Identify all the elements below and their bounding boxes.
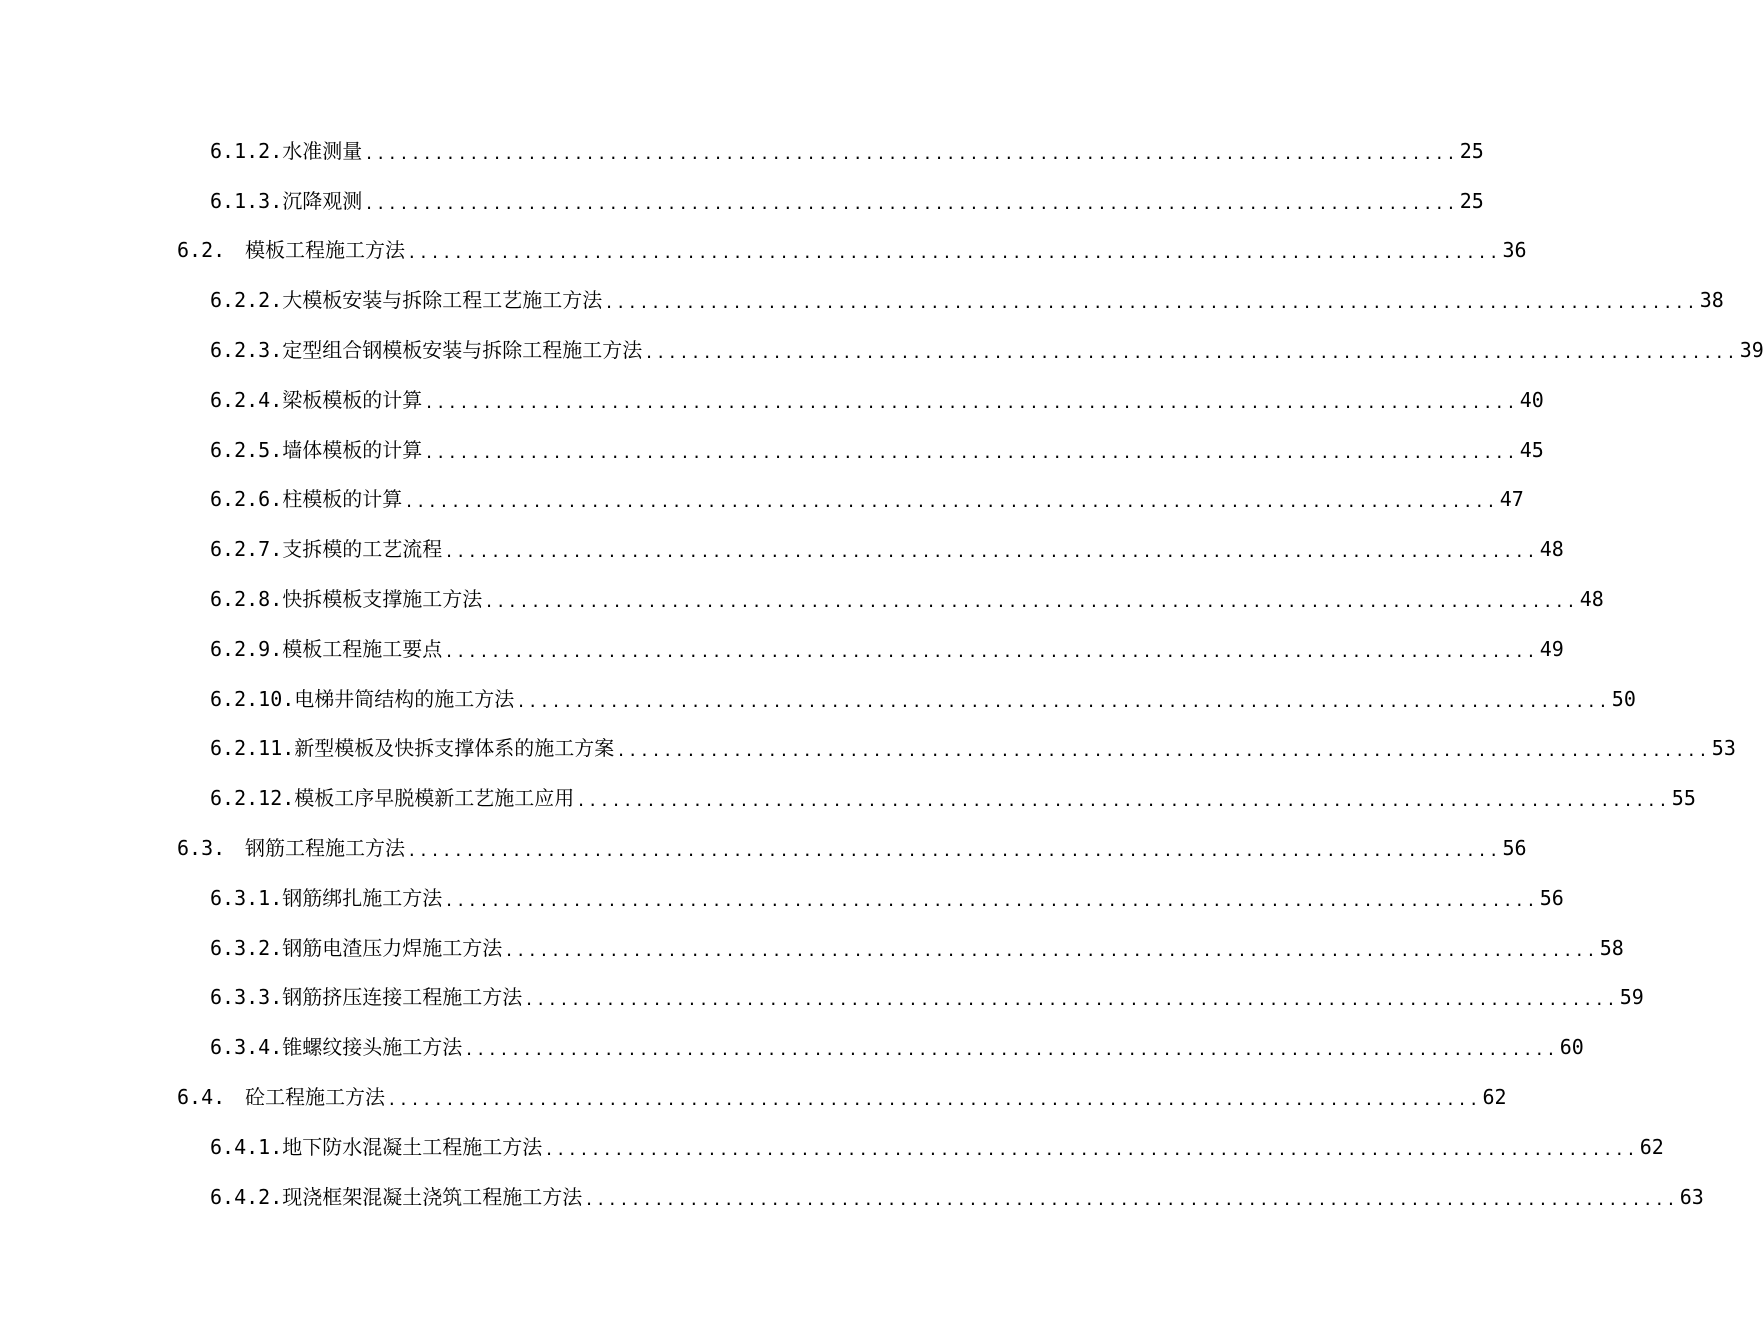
- toc-entry-6-2-10[interactable]: [0, 674, 1636, 724]
- toc-entry-page: 49: [1539, 636, 1564, 661]
- toc-entry-6-3-2[interactable]: [0, 923, 1624, 973]
- toc-entry-title: 快拆模板支撑施工方法: [282, 587, 483, 612]
- toc-entry-number: 6.3.2.: [210, 935, 283, 960]
- toc-entry-number: 6.2.12.: [210, 786, 295, 811]
- dot-leader: ..............................................................................................: [584, 1189, 1678, 1209]
- toc-entry-page: 47: [1499, 487, 1524, 512]
- toc-entry-title: 电梯井筒结构的施工方法: [294, 686, 515, 711]
- dot-leader: ..............................................................................................: [616, 741, 1710, 761]
- toc-entry-number: 6.4.: [177, 1085, 226, 1110]
- toc-entry-6-1-3[interactable]: [0, 176, 1484, 226]
- toc-entry-number: 6.2.11.: [210, 736, 295, 761]
- toc-entry-title: 支拆模的工艺流程: [282, 537, 443, 562]
- toc-entry-title: 墙体模板的计算: [282, 437, 423, 462]
- toc-entry-title: 水准测量: [282, 138, 363, 163]
- toc-entry-6-3[interactable]: [0, 823, 1527, 873]
- toc-entry-6-2-6[interactable]: [0, 475, 1524, 525]
- dot-leader: ..............................................................................................: [387, 1090, 1481, 1110]
- dot-leader: ..............................................................................................: [464, 1040, 1558, 1060]
- toc-entry-number: 6.3.1.: [210, 885, 283, 910]
- dot-leader: ..............................................................................................: [364, 143, 1458, 163]
- toc-entry-page: 53: [1711, 736, 1736, 761]
- toc-entry-page: 59: [1619, 985, 1644, 1010]
- toc-entry-page: 25: [1459, 138, 1484, 163]
- dot-leader: ..............................................................................................: [364, 193, 1458, 213]
- dot-leader: ..............................................................................................: [524, 990, 1618, 1010]
- dot-leader: ..............................................................................................: [424, 442, 1518, 462]
- toc-entry-number: 6.4.1.: [210, 1134, 283, 1159]
- toc-entry-6-2-12[interactable]: [0, 773, 1696, 823]
- toc-entry-page: 48: [1579, 587, 1604, 612]
- toc-entry-page: 25: [1459, 188, 1484, 213]
- toc-entry-page: 45: [1519, 437, 1544, 462]
- toc-entry-page: 39: [1739, 338, 1764, 363]
- toc-entry-number: 6.3.3.: [210, 985, 283, 1010]
- toc-entry-6-2-3[interactable]: [0, 325, 1764, 375]
- toc-entry-6-2-9[interactable]: [0, 624, 1564, 674]
- toc-entry-number: 6.2.6.: [210, 487, 283, 512]
- dot-leader: ..............................................................................................: [544, 1139, 1638, 1159]
- toc-entry-6-4-1[interactable]: [0, 1122, 1664, 1172]
- toc-entry-6-2-4[interactable]: [0, 375, 1544, 425]
- toc-entry-6-2-5[interactable]: [0, 425, 1544, 475]
- toc-entry-page: 36: [1502, 238, 1527, 263]
- toc-entry-number: 6.2.4.: [210, 387, 283, 412]
- toc-entry-6-1-2[interactable]: [0, 126, 1484, 176]
- toc-entry-6-3-1[interactable]: [0, 873, 1564, 923]
- toc-entry-6-2-2[interactable]: [0, 275, 1724, 325]
- toc-entry-title: 沉降观测: [282, 188, 363, 213]
- toc-entry-title: 梁板模板的计算: [282, 387, 423, 412]
- dot-leader: ..............................................................................................: [407, 243, 1501, 263]
- toc-entry-6-4-2[interactable]: [0, 1172, 1704, 1222]
- toc-entry-title: 模板工程施工要点: [282, 636, 443, 661]
- toc-entry-page: 58: [1599, 935, 1624, 960]
- toc-entry-number: 6.3.4.: [210, 1035, 283, 1060]
- dot-leader: ..............................................................................................: [444, 890, 1538, 910]
- toc-entry-6-2[interactable]: [0, 226, 1527, 276]
- toc-entry-title: 钢筋挤压连接工程施工方法: [282, 985, 523, 1010]
- toc-entry-number: 6.2.: [177, 238, 226, 263]
- toc-entry-title: 地下防水混凝土工程施工方法: [282, 1134, 543, 1159]
- toc-entry-page: 40: [1519, 387, 1544, 412]
- toc-entry-number: 6.2.8.: [210, 587, 283, 612]
- dot-leader: ..............................................................................................: [444, 542, 1538, 562]
- dot-leader: ..............................................................................................: [404, 492, 1498, 512]
- toc-entry-6-2-7[interactable]: [0, 524, 1564, 574]
- toc-entry-title: 砼工程施工方法: [245, 1085, 385, 1110]
- toc-entry-number: 6.2.5.: [210, 437, 283, 462]
- dot-leader: ..............................................................................................: [504, 940, 1598, 960]
- dot-leader: ..............................................................................................: [516, 691, 1610, 711]
- toc-entry-page: 38: [1699, 288, 1724, 313]
- toc-entry-title: 钢筋绑扎施工方法: [282, 885, 443, 910]
- toc-entry-number: 6.3.: [177, 836, 226, 861]
- dot-leader: ..............................................................................................: [604, 293, 1698, 313]
- toc-entry-title: 锥螺纹接头施工方法: [282, 1035, 463, 1060]
- toc-entry-title: 钢筋工程施工方法: [245, 836, 405, 861]
- toc-entry-number: 6.1.3.: [210, 188, 283, 213]
- toc-entry-page: 62: [1482, 1085, 1507, 1110]
- toc-entry-number: 6.4.2.: [210, 1184, 283, 1209]
- toc-entry-page: 63: [1679, 1184, 1704, 1209]
- dot-leader: ..............................................................................................: [407, 841, 1501, 861]
- toc-entry-number: 6.2.2.: [210, 288, 283, 313]
- toc-entry-number: 6.2.10.: [210, 686, 295, 711]
- toc-entry-title: 现浇框架混凝土浇筑工程施工方法: [282, 1184, 583, 1209]
- toc-entry-number: 6.1.2.: [210, 138, 283, 163]
- dot-leader: ..............................................................................................: [644, 343, 1738, 363]
- toc-entry-page: 56: [1539, 885, 1564, 910]
- dot-leader: ..............................................................................................: [576, 791, 1670, 811]
- toc-entry-number: 6.2.9.: [210, 636, 283, 661]
- toc-entry-6-2-11[interactable]: [0, 724, 1736, 774]
- toc-entry-title: 新型模板及快拆支撑体系的施工方案: [294, 736, 615, 761]
- toc-entry-title: 钢筋电渣压力焊施工方法: [282, 935, 503, 960]
- toc-entry-6-2-8[interactable]: [0, 574, 1604, 624]
- dot-leader: ..............................................................................................: [444, 641, 1538, 661]
- dot-leader: ..............................................................................................: [424, 392, 1518, 412]
- table-of-contents: [0, 126, 1764, 1222]
- toc-entry-number: 6.2.3.: [210, 338, 283, 363]
- toc-entry-page: 48: [1539, 537, 1564, 562]
- toc-entry-title: 模板工序早脱模新工艺施工应用: [294, 786, 575, 811]
- dot-leader: ..............................................................................................: [484, 592, 1578, 612]
- toc-entry-title: 定型组合钢模板安装与拆除工程施工方法: [282, 338, 643, 363]
- toc-entry-page: 60: [1559, 1035, 1584, 1060]
- toc-entry-page: 50: [1611, 686, 1636, 711]
- toc-entry-title: 柱模板的计算: [282, 487, 403, 512]
- toc-entry-number: 6.2.7.: [210, 537, 283, 562]
- toc-entry-page: 56: [1502, 836, 1527, 861]
- toc-entry-6-4[interactable]: [0, 1072, 1507, 1122]
- toc-entry-page: 62: [1639, 1134, 1664, 1159]
- toc-entry-page: 55: [1671, 786, 1696, 811]
- toc-entry-6-3-3[interactable]: [0, 973, 1644, 1023]
- toc-entry-6-3-4[interactable]: [0, 1022, 1584, 1072]
- toc-entry-title: 模板工程施工方法: [245, 238, 405, 263]
- toc-entry-title: 大模板安装与拆除工程工艺施工方法: [282, 288, 603, 313]
